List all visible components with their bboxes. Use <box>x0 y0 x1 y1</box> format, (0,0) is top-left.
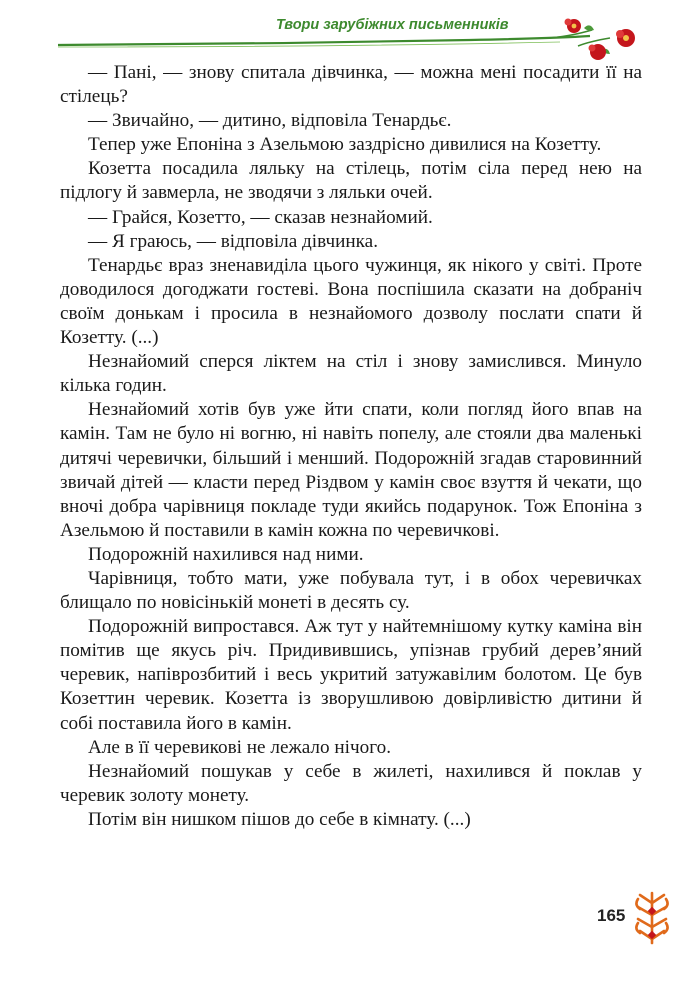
paragraph: — Я граюсь, — відповіла дівчинка. <box>88 230 378 252</box>
paragraph: Але в її черевикові не лежало нічого. <box>88 736 391 758</box>
paragraph: — Грайся, Козетто, — сказав незнайомий. <box>88 206 433 228</box>
paragraph: Подорожній випростався. Аж тут у найтемнішому куткy каміна він помітив ще якусь річ. Придивившись, упізнав грубий дерев’яний черевик, напіврозбитий і весь укритий затужавілим болотом. Це був Козеттин черевик. Козетта із зворушливою довірливістю дитини й собі поставила його в камін. <box>60 616 642 734</box>
paragraph: — Звичайно, — дитино, відповіла Тенардьє. <box>88 110 452 132</box>
paragraph: Тенардьє враз зненавиділа цього чужинця, як нікого у світі. Проте доводилося догоджати гостеві. Вона поспішила сказати на добраніч своїм донькам і просила в незнайомого дозволу послати спати й Козетту. (...) <box>60 254 642 349</box>
paragraph: — Пані, — знову спитала дівчинка, — можна мені посадити її на стілець? <box>60 62 642 108</box>
paragraph: Подорожній нахилився над ними. <box>88 543 364 565</box>
paragraph: Потім він нишком пішов до себе в кімнату. (...) <box>88 808 471 830</box>
paragraph: Незнайомий сперся ліктем на стіл і знову замислився. Минуло кілька годин. <box>60 351 642 397</box>
paragraph: Незнайомий хотів був уже йти спати, коли погляд його впав на камін. Там не було ні вогню, ні навіть попелу, але стояли два маленькі дитячі черевички, більший і менший. Подорожній згадав старовинний звичай дітей — класти перед Різдвом у камін своє взуття й чекати, що вночі добра чарівниця покладе туди якийсь подарунок. Тож Епоніна з Азельмою й поставили в камін кожна по черевичкові. <box>60 399 642 541</box>
article-body <box>60 61 642 832</box>
paragraph: Тепер уже Епоніна з Азельмою заздрісно дивилися на Козетту. <box>88 134 602 156</box>
carnation-flowers-icon <box>548 16 644 64</box>
page-number: 165 <box>597 906 626 925</box>
running-header-title: Твори зарубіжних письменників <box>276 17 509 33</box>
paragraph: Незнайомий пошукав у себе в жилеті, нахилився й поклав у черевик золоту монету. <box>60 760 642 806</box>
folk-ornament-icon <box>632 889 672 947</box>
paragraph: Козетта посадила ляльку на стілець, потім сіла перед нею на підлогу й завмерла, не зводячи з ляльки очей. <box>60 158 642 204</box>
paragraph: Чарівниця, тобто мати, уже побувала тут, і в обох черевичках блищало по новісінькій монеті в десять су. <box>60 567 642 614</box>
